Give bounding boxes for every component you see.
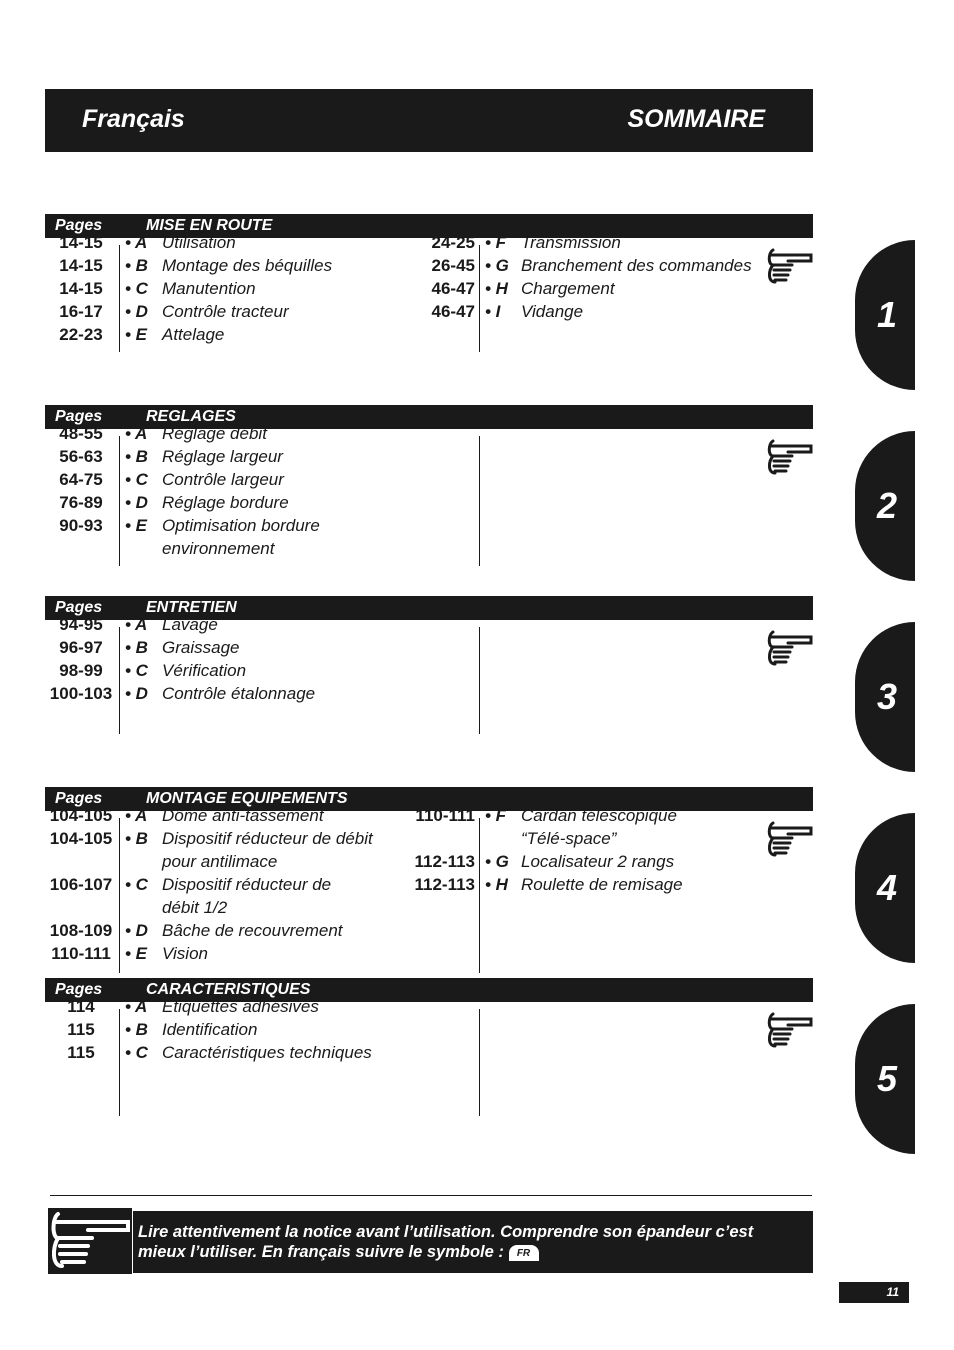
entry-pages: 98-99	[59, 661, 103, 680]
entry-pages: 16-17	[59, 302, 103, 321]
section-title: CARACTERISTIQUES	[146, 981, 311, 998]
column-divider	[119, 436, 120, 566]
entry-pages: 112-113	[414, 875, 475, 894]
entry-letter: • H	[485, 279, 508, 298]
chapter-number: 4	[877, 867, 898, 908]
pages-label: Pages	[55, 217, 103, 234]
entry-pages: 14-15	[59, 233, 103, 252]
chapter-number: 5	[877, 1058, 898, 1099]
title-bar	[45, 89, 813, 152]
entry-text: Réglage largeur	[162, 447, 283, 466]
entry-text: Attelage	[162, 325, 225, 344]
reading-notice	[133, 1211, 813, 1273]
toc-entry	[45, 919, 813, 942]
entry-text: pour antilimace	[162, 852, 278, 871]
chapter-number: 3	[877, 676, 898, 717]
entry-letter: • C	[125, 661, 148, 680]
entry-letter: • B	[125, 447, 148, 466]
entry-letter: • C	[125, 470, 148, 489]
entry-text: Chargement	[521, 279, 615, 298]
entry-text: Cardan télescopique	[521, 806, 677, 825]
entry-letter: • E	[125, 944, 148, 963]
entry-letter: • E	[125, 516, 148, 535]
entry-pages: 14-15	[59, 256, 103, 275]
toc-entry	[45, 827, 813, 850]
entry-text: Contrôle étalonnage	[162, 684, 316, 703]
entry-letter: • D	[125, 684, 148, 703]
entry-text: “Télé-space”	[521, 829, 617, 848]
notice-line-1: Lire attentivement la notice avant l’utilisation. Comprendre son épandeur c’est	[138, 1223, 754, 1241]
entry-text: Graissage	[162, 638, 240, 657]
toc-entry	[45, 323, 813, 346]
entry-text: Vision	[162, 944, 208, 963]
toc-entry	[45, 995, 813, 1018]
entry-text: Dispositif réducteur de	[162, 875, 332, 894]
entry-text: Optimisation bordure	[162, 516, 320, 535]
entry-letter: • C	[125, 875, 148, 894]
entry-letter: • B	[125, 829, 148, 848]
entry-letter: • B	[125, 638, 148, 657]
entry-letter: • G	[485, 256, 509, 275]
pages-label: Pages	[55, 790, 103, 807]
toc-entry	[45, 491, 813, 514]
entry-letter: • A	[125, 424, 148, 443]
entry-text: Dôme anti-tassement	[162, 806, 324, 825]
entry-text: Réglage débit	[162, 424, 267, 443]
entry-letter: • A	[125, 806, 148, 825]
pointing-hand-icon	[766, 1010, 813, 1050]
column-divider	[479, 245, 480, 352]
entry-text: environnement	[162, 539, 275, 558]
notice-line-2	[138, 1242, 808, 1262]
chapter-tab-5[interactable]	[855, 1004, 915, 1154]
toc-entry	[45, 300, 813, 323]
entry-pages: 110-111	[51, 944, 111, 963]
entry-text: Contrôle largeur	[162, 470, 284, 489]
entry-pages: 48-55	[59, 424, 103, 443]
toc-entry	[45, 873, 813, 896]
page-title: SOMMAIRE	[627, 105, 765, 133]
entry-letter: • G	[485, 852, 509, 871]
toc-entry	[45, 659, 813, 682]
entry-text: Utilisation	[162, 233, 236, 252]
section-title: MISE EN ROUTE	[146, 217, 273, 234]
entry-text: Vidange	[521, 302, 584, 321]
pointing-hand-icon	[766, 628, 813, 668]
notice-text: mieux l’utiliser. En français suivre le symbole :	[138, 1243, 504, 1261]
entry-letter: • B	[125, 256, 148, 275]
column-divider	[479, 436, 480, 566]
column-divider	[479, 627, 480, 734]
entry-letter: • I	[485, 302, 501, 321]
entry-text: Contrôle tracteur	[162, 302, 289, 321]
column-divider	[479, 818, 480, 973]
entry-text: Caractéristiques techniques	[162, 1043, 372, 1062]
entry-letter: • E	[125, 325, 148, 344]
entry-text: Vérification	[162, 661, 247, 680]
column-divider	[119, 818, 120, 973]
toc-entry	[45, 850, 813, 873]
page-number: 11	[839, 1282, 909, 1303]
entry-letter: • C	[125, 1043, 148, 1062]
entry-pages: 22-23	[59, 325, 103, 344]
pointing-hand-icon	[766, 437, 813, 477]
entry-pages: 76-89	[59, 493, 103, 512]
entry-pages: 106-107	[49, 875, 113, 894]
column-divider	[119, 1009, 120, 1116]
entry-letter: • A	[125, 997, 148, 1016]
entry-letter: • D	[125, 921, 148, 940]
pages-label: Pages	[55, 408, 103, 425]
toc-entry	[45, 804, 813, 827]
toc-entry	[45, 231, 813, 254]
section-title: MONTAGE EQUIPEMENTS	[146, 790, 348, 807]
entry-pages: 115	[67, 1020, 95, 1039]
entry-pages: 56-63	[59, 447, 103, 466]
toc-entry	[45, 896, 813, 919]
entry-text: Etiquettes adhésives	[162, 997, 319, 1016]
pages-label: Pages	[55, 981, 103, 998]
pointing-hand-icon	[766, 246, 813, 286]
toc-entry	[45, 613, 813, 636]
section-title: ENTRETIEN	[146, 599, 237, 616]
entry-letter: • F	[485, 806, 507, 825]
toc-entry	[45, 422, 813, 445]
column-divider	[119, 627, 120, 734]
toc-entry	[45, 445, 813, 468]
entry-letter: • C	[125, 279, 148, 298]
entry-pages: 110-111	[415, 806, 475, 825]
entry-letter: • D	[125, 493, 148, 512]
entry-text: Branchement des commandes	[521, 256, 752, 275]
entry-pages: 64-75	[59, 470, 103, 489]
entry-text: Manutention	[162, 279, 256, 298]
entry-text: Dispositif réducteur de débit	[162, 829, 373, 848]
entry-letter: • D	[125, 302, 148, 321]
chapter-tab-1[interactable]	[855, 240, 915, 390]
toc-entry	[45, 1018, 813, 1041]
entry-letter: • H	[485, 875, 508, 894]
fr-symbol-icon: FR	[509, 1245, 539, 1261]
toc-entry	[45, 682, 813, 705]
entry-pages: 90-93	[59, 516, 103, 535]
chapter-number: 2	[877, 485, 898, 526]
entry-pages: 104-105	[49, 829, 113, 848]
entry-text: Réglage bordure	[162, 493, 289, 512]
chapter-tab-4[interactable]	[855, 813, 915, 963]
entry-letter: • A	[125, 615, 148, 634]
toc-entry	[45, 1041, 813, 1064]
entry-pages: 115	[67, 1043, 95, 1062]
entry-letter: • B	[125, 1020, 148, 1039]
toc-entry	[45, 277, 813, 300]
pages-label: Pages	[55, 599, 103, 616]
language-label: Français	[82, 105, 185, 133]
entry-pages: 96-97	[59, 638, 103, 657]
entry-text: Transmission	[521, 233, 621, 252]
entry-letter: • A	[125, 233, 148, 252]
entry-pages: 26-45	[431, 256, 475, 275]
entry-pages: 46-47	[431, 302, 475, 321]
entry-pages: 46-47	[431, 279, 475, 298]
entry-pages: 14-15	[59, 279, 103, 298]
toc-entry	[45, 942, 813, 965]
toc-entry	[45, 636, 813, 659]
entry-pages: 108-109	[49, 921, 113, 940]
entry-text: Roulette de remisage	[521, 875, 683, 894]
pointing-hand-icon	[766, 819, 813, 859]
chapter-tab-3[interactable]	[855, 622, 915, 772]
entry-letter: • F	[485, 233, 507, 252]
entry-pages: 94-95	[59, 615, 103, 634]
chapter-number: 1	[877, 294, 898, 335]
column-divider	[119, 245, 120, 352]
entry-pages: 114	[67, 997, 95, 1016]
entry-text: Localisateur 2 rangs	[521, 852, 675, 871]
chapter-tab-2[interactable]	[855, 431, 915, 581]
toc-entry	[45, 514, 813, 537]
toc-entry	[45, 537, 813, 560]
entry-text: Identification	[162, 1020, 258, 1039]
entry-pages: 112-113	[414, 852, 475, 871]
divider	[50, 1195, 812, 1196]
entry-text: débit 1/2	[162, 898, 228, 917]
section-title: REGLAGES	[146, 408, 236, 425]
toc-entry	[45, 468, 813, 491]
toc-entry	[45, 254, 813, 277]
entry-pages: 100-103	[49, 684, 113, 703]
entry-text: Lavage	[162, 615, 218, 634]
entry-text: Bâche de recouvrement	[162, 921, 343, 940]
column-divider	[479, 1009, 480, 1116]
entry-pages: 104-105	[49, 806, 113, 825]
pointing-hand-icon	[48, 1208, 132, 1274]
entry-text: Montage des béquilles	[162, 256, 333, 275]
entry-pages: 24-25	[431, 233, 475, 252]
